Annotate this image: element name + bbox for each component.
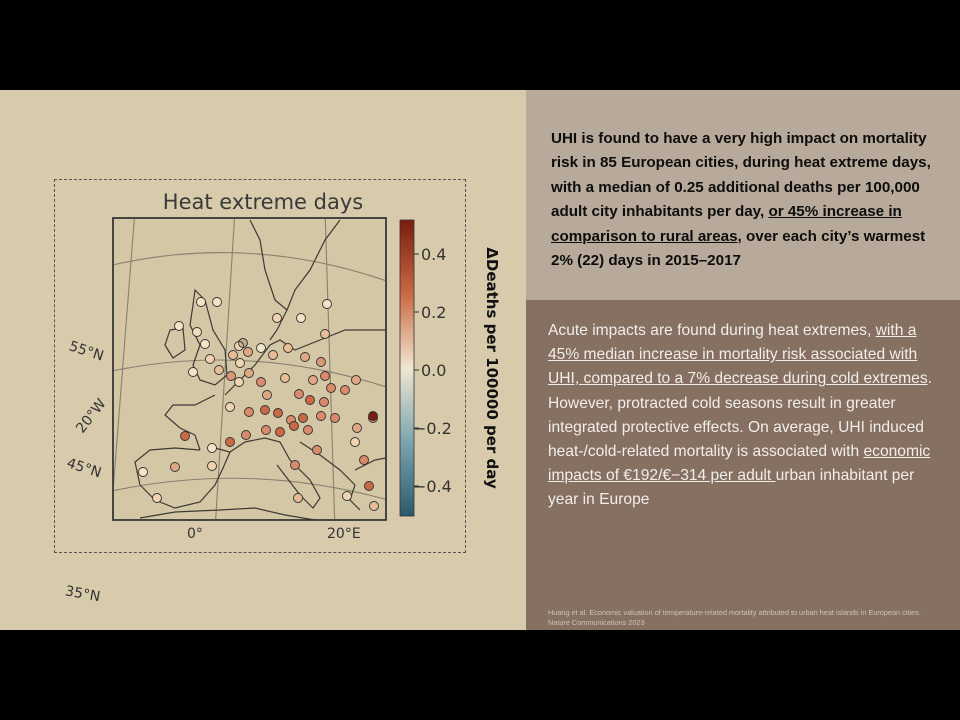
- city-marker: [171, 463, 180, 472]
- city-marker: [235, 378, 244, 387]
- city-marker: [229, 351, 238, 360]
- city-marker: [181, 432, 190, 441]
- city-marker: [320, 398, 329, 407]
- city-marker: [304, 426, 313, 435]
- city-marker: [297, 314, 306, 323]
- colorbar: [400, 220, 414, 516]
- city-marker: [269, 351, 278, 360]
- city-marker: [301, 353, 310, 362]
- lon-label-0: 0°: [187, 526, 203, 542]
- city-marker: [257, 344, 266, 353]
- city-marker: [276, 428, 285, 437]
- slide: [0, 90, 960, 630]
- details-part5: urban inhabitant per year in Europe: [548, 467, 915, 509]
- city-marker: [281, 374, 290, 383]
- city-marker: [245, 408, 254, 417]
- city-marker: [274, 409, 283, 418]
- city-marker: [294, 494, 303, 503]
- colorbar-axis-label: ΔDeaths per 100000 per day: [483, 247, 501, 489]
- city-marker: [284, 344, 293, 353]
- city-marker: [353, 424, 362, 433]
- city-marker: [189, 368, 198, 377]
- city-marker: [321, 372, 330, 381]
- city-marker: [208, 462, 217, 471]
- details-part2-underlined: with a 45% median increase in mortality risk associated with UHI, compared to a 7% decrease during cold extremes: [548, 322, 928, 388]
- city-marker: [273, 314, 282, 323]
- city-marker: [215, 366, 224, 375]
- lat-label-45n: 45°N: [64, 455, 104, 482]
- city-marker: [244, 348, 253, 357]
- city-marker: [295, 390, 304, 399]
- city-marker: [313, 446, 322, 455]
- colorbar-tick-label: −0.4: [413, 477, 452, 496]
- city-marker: [236, 359, 245, 368]
- city-marker: [351, 438, 360, 447]
- details-part1: Acute impacts are found during heat extremes,: [548, 322, 876, 339]
- city-marker: [262, 426, 271, 435]
- summary-part1: UHI is found to have a very high impact on mortality risk in 85 European cities, during heat extreme days, with a median of 0.25 additional deaths per 100,000 adult city inhabitants per day,: [551, 130, 931, 221]
- city-marker: [369, 412, 378, 421]
- city-marker: [317, 358, 326, 367]
- city-marker: [175, 322, 184, 331]
- details-part3: . However, protracted cold seasons result in greater integrated protective effects. On average, UHI induced heat-/cold-related mortality is associated with: [548, 370, 932, 461]
- city-marker: [365, 482, 374, 491]
- city-marker: [213, 298, 222, 307]
- city-marker: [197, 298, 206, 307]
- city-marker: [370, 502, 379, 511]
- figure-title: Heat extreme days: [162, 190, 364, 214]
- city-marker: [331, 414, 340, 423]
- lat-label-55n: 55°N: [67, 338, 106, 365]
- colorbar-tick-label: −0.2: [413, 419, 452, 438]
- citation-text: Huang et al. Economic valuation of temperature-related mortality attributed to urban heat islands in European cities. Nature Communications 2023: [548, 608, 921, 627]
- summary-text: [551, 127, 936, 273]
- city-marker: [206, 355, 215, 364]
- details-part4-underlined: economic impacts of €192/€−314 per adult: [548, 443, 931, 485]
- city-marker: [263, 391, 272, 400]
- city-marker: [201, 340, 210, 349]
- city-marker: [343, 492, 352, 501]
- city-marker: [309, 376, 318, 385]
- lon-label-20w: 20°W: [73, 396, 110, 437]
- summary-part2-underlined: or 45% increase in comparison to rural areas,: [551, 203, 902, 245]
- summary-part3: over each city’s warmest 2% (22) days in 2015–2017: [551, 227, 926, 270]
- colorbar-ticks: [414, 254, 419, 486]
- city-marker: [257, 378, 266, 387]
- heat-map-figure: [55, 180, 501, 606]
- city-marker: [317, 412, 326, 421]
- city-marker: [352, 376, 361, 385]
- colorbar-tick-label: 0.2: [421, 303, 447, 322]
- city-marker: [208, 444, 217, 453]
- city-marker: [360, 456, 369, 465]
- city-marker: [239, 339, 248, 348]
- city-marker: [153, 494, 162, 503]
- lat-label-35n: 35°N: [63, 583, 102, 606]
- city-marker: [139, 468, 148, 477]
- city-marker: [245, 369, 254, 378]
- figure-panel: [0, 90, 526, 630]
- city-marker: [327, 384, 336, 393]
- city-marker: [193, 328, 202, 337]
- city-marker: [226, 403, 235, 412]
- city-marker: [242, 431, 251, 440]
- city-marker: [291, 461, 300, 470]
- city-marker: [341, 386, 350, 395]
- city-marker: [306, 396, 315, 405]
- city-marker: [323, 300, 332, 309]
- city-marker: [227, 372, 236, 381]
- city-marker: [321, 330, 330, 339]
- colorbar-tick-label: 0.0: [421, 361, 447, 380]
- city-marker: [299, 414, 308, 423]
- city-marker: [290, 422, 299, 431]
- colorbar-tick-label: 0.4: [421, 245, 447, 264]
- city-marker: [226, 438, 235, 447]
- details-text: [548, 319, 943, 513]
- lon-label-20e: 20°E: [327, 526, 361, 542]
- city-marker: [261, 406, 270, 415]
- figure-frame: [54, 179, 501, 606]
